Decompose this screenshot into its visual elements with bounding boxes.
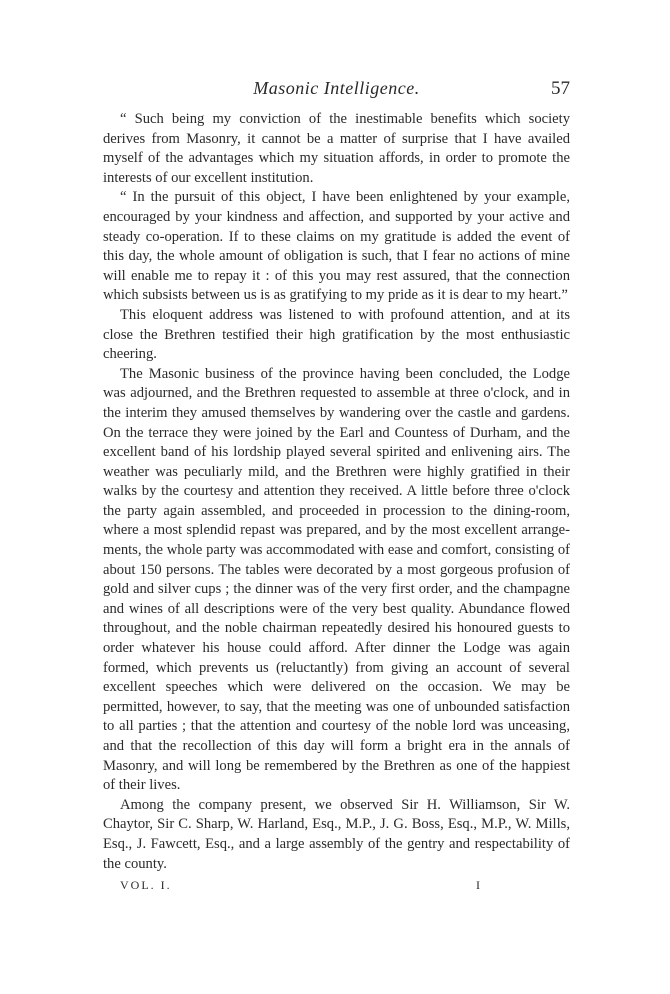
sheet-mark: I — [476, 878, 480, 893]
page-number: 57 — [551, 78, 570, 99]
paragraph: This eloquent address was listened to with profound attention, and at its close the Brethren testified their high gratification by the most enthusiastic cheering. — [103, 306, 570, 363]
paragraph: “ Such being my conviction of the inestimable benefits which society derives from Masonry, it cannot be a matter of surprise that I have availed myself of the advantages which my situation affords, in order to promote the interests of our excellent institution. — [103, 111, 570, 186]
running-head — [103, 78, 570, 106]
paragraph: “ In the pursuit of this object, I have been enlightened by your example, encouraged by your kindness and affection, and supported by your active and steady co-operation. If to these claims on my gratitude is added the event of this day, the whole amount of obligation is such, that I fear no actions of mine will enable me to repay it : of this you may rest assured, that the connection which subsists between us is as gratifying to my pride as it is dear to my heart.” — [103, 189, 570, 304]
paragraph: The Masonic business of the province having been concluded, the Lodge was adjourned, and the Brethren requested to assemble at three o'clock, and in the interim they amused themselves by wandering over the castle and gardens. On the terrace they were joined by the Earl and Countess of Durham, and the excellent band of his lordship played several spirited and enlivening airs. The weather was peculiarly mild, and the Brethren were highly gratified in their walks by the courtesy and attention they received. A little before three o'clock the party again assembled, and proceeded in procession to the dining-room, where a most splendid repast was prepared, and by the most excellent arrangements, the whole party was accommodated with ease and comfort, consisting of about 150 persons. The tables were decorated by a most gorgeous profusion of gold and silver cups ; the dinner was of the very first order, and the champagne and wines of all descriptions were of the very best quality. Abundance flowed throughout, and the noble chairman repeatedly desired his honoured guests to order whatever his house could afford. After dinner the Lodge was again formed, which prevents us (reluctantly) from giving an account of several excellent speeches which were delivered on the occasion. We may be permitted, however, to say, that the meeting was one of unbounded satisfaction to all parties ; that the attention and courtesy of the noble lord was unceasing, and that the recollection of this day will form a bright era in the annals of Masonry, and will long be remembered by the Brethren as one of the happiest of their lives. — [103, 365, 570, 794]
volume-signature: VOL. I. — [120, 878, 172, 893]
body-text — [103, 110, 570, 874]
paragraph: Among the company present, we observed Sir H. Williamson, Sir W. Chaytor, Sir C. Sharp, W. Harland, Esq., M.P., J. G. Boss, Esq., M.P., W. Mills, Esq., J. Fawcett, Esq., and a large assembly of the gentry and respectability of the county. — [103, 796, 570, 872]
book-page — [103, 78, 570, 896]
running-title: Masonic Intelligence. — [253, 78, 420, 98]
page-footer — [103, 876, 570, 896]
